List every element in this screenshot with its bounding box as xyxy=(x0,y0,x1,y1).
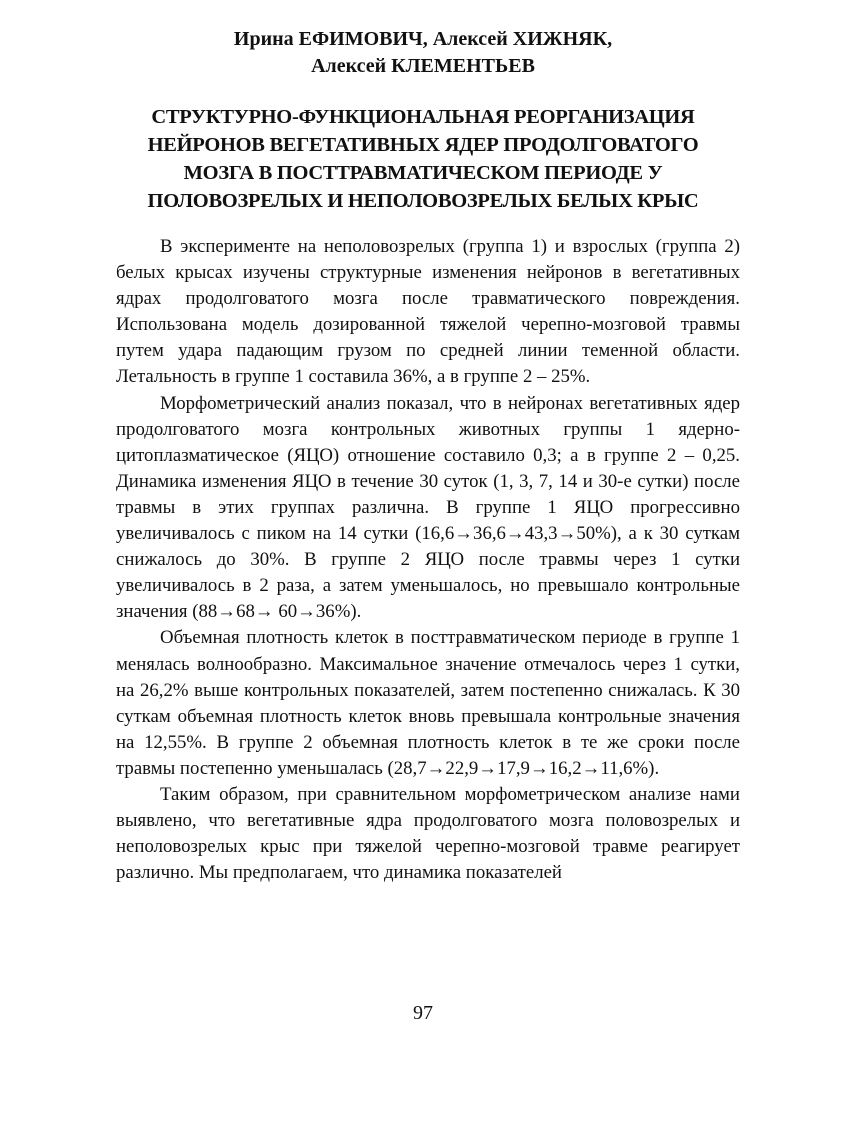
authors-line-2: Алексей КЛЕМЕНТЬЕВ xyxy=(311,55,535,77)
authors xyxy=(0,26,846,80)
paragraph-4: Таким образом, при сравнительном морфометрическом анализе нами выявлено, что вегетативные ядра продолговатого мозга половозрелых и неполовозрелых крыс при тяжелой черепно-мозговой травме реагирует различно. Мы предполагаем, что динамика показателей xyxy=(116,783,740,884)
title-line-1: СТРУКТУРНО-ФУНКЦИОНАЛЬНАЯ РЕОРГАНИЗАЦИЯ xyxy=(151,106,695,128)
authors-line-1: Ирина ЕФИМОВИЧ, Алексей ХИЖНЯК, xyxy=(233,28,613,50)
title-line-3: МОЗГА В ПОСТТРАВМАТИЧЕСКОМ ПЕРИОДЕ У xyxy=(183,162,663,184)
page-number: 97 xyxy=(413,1002,433,1024)
title-line-4: ПОЛОВОЗРЕЛЫХ И НЕПОЛОВОЗРЕЛЫХ БЕЛЫХ КРЫС xyxy=(147,190,699,212)
paragraph-3: Объемная плотность клеток в посттравматическом периоде в группе 1 менялась волнообразно. Максимальное значение отмечалось через 1 сутки, на 26,2% выше контрольных показателей, затем постепенно снижалась. К 30 суткам объемная плотность клеток вновь превышала контрольные значения на 12,55%. В группе 2 объемная плотность клеток в те же сроки после травмы постепенно уменьшалась (28,7→22,9→17,9→16,2→11,6%). xyxy=(116,627,740,779)
title-line-2: НЕЙРОНОВ ВЕГЕТАТИВНЫХ ЯДЕР ПРОДОЛГОВАТОГО xyxy=(147,134,699,156)
article-body xyxy=(116,234,740,886)
article-title xyxy=(0,103,846,215)
paragraph-2: Морфометрический анализ показал, что в нейронах вегетативных ядер продолговатого мозга контрольных животных группы 1 ядерно-цитоплазматическое (ЯЦО) отношение составило 0,3; а в группе 2 – 0,25. Динамика изменения ЯЦО в течение 30 суток (1, 3, 7, 14 и 30-е сутки) после травмы в этих группах различна. В группе 1 ЯЦО прогрессивно увеличивалось с пиком на 14 сутки (16,6→36,6→43,3→50%), а к 30 суткам снижалось до 30%. В группе 2 ЯЦО после травмы через 1 сутки увеличивалось в 2 раза, а затем уменьшалось, но превышало контрольные значения (88→68→ 60→36%). xyxy=(116,392,740,623)
paragraph-1: В эксперименте на неполовозрелых (группа 1) и взрослых (группа 2) белых крысах изучены структурные изменения нейронов в вегетативных ядрах продолговатого мозга после травматического повреждения. Использована модель дозированной тяжелой черепно-мозговой травмы путем удара падающим грузом по средней линии теменной области. Летальность в группе 1 составила 36%, а в группе 2 – 25%. xyxy=(116,236,740,388)
